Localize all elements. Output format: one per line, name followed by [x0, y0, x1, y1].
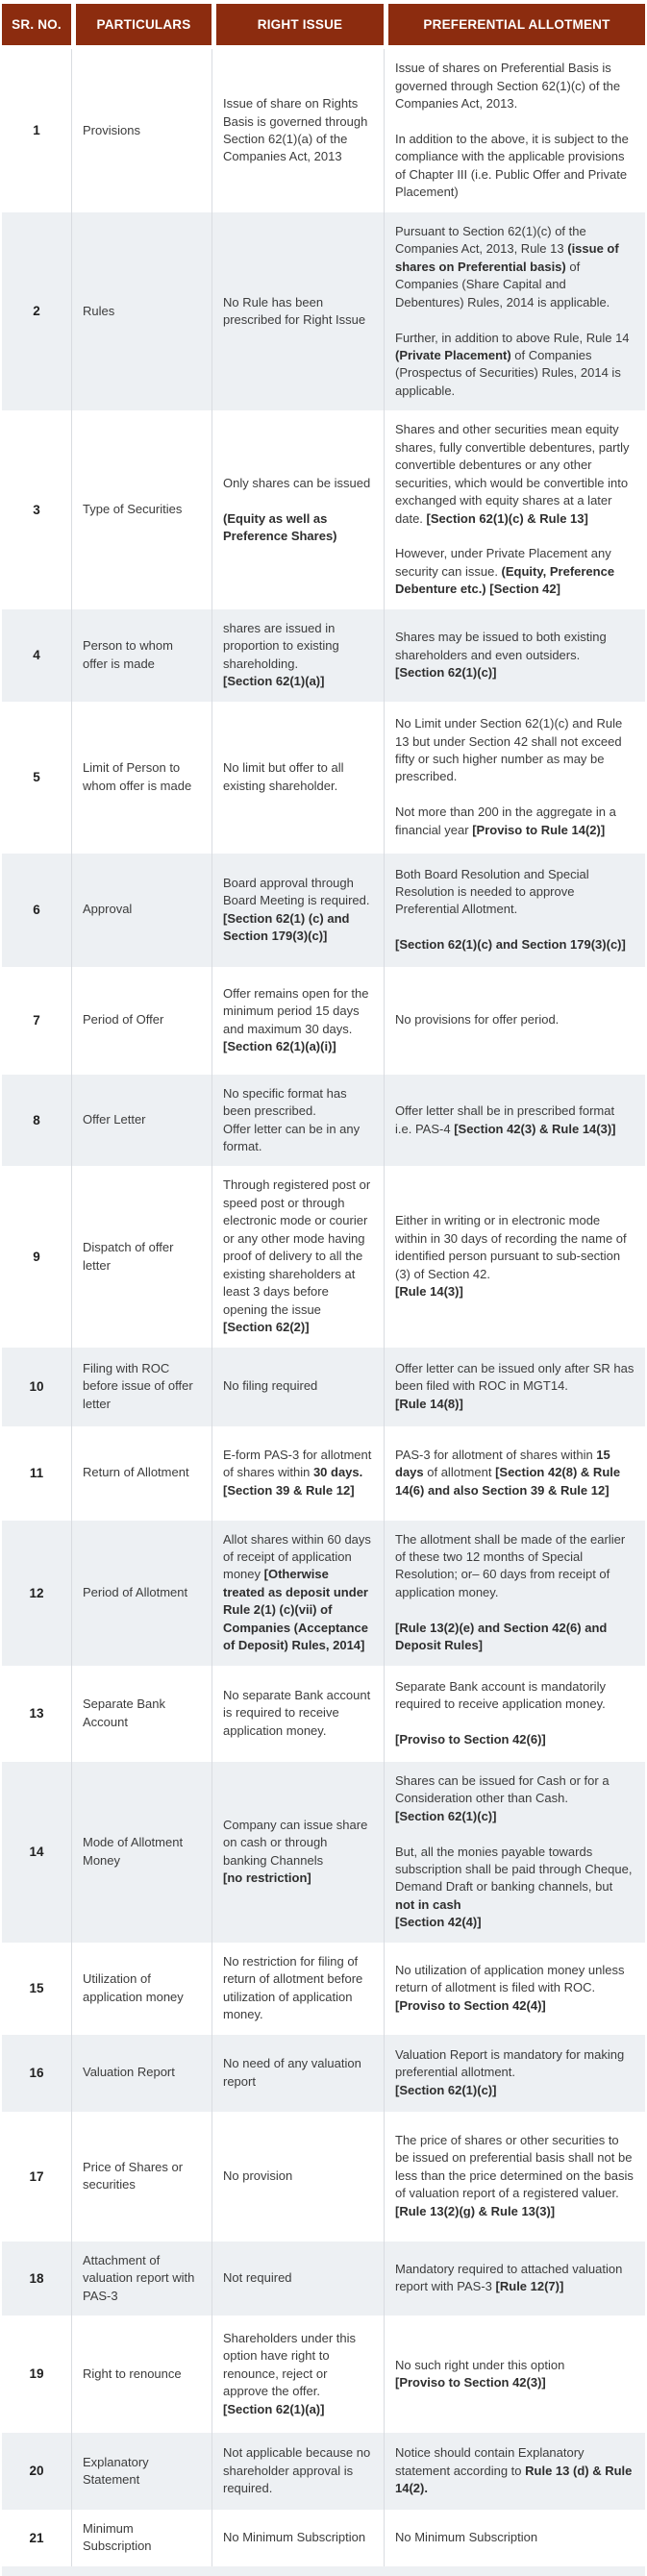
- cell-sr-no: 10: [2, 1348, 71, 1426]
- header-row: [2, 4, 645, 49]
- cell-right-issue: shares are issued in proportion to existing shareholding. [Section 62(1)(a)]: [212, 609, 384, 702]
- cell-sr-no: 1: [33, 123, 40, 138]
- right-issue-vs-preferential-allotment-table: [2, 4, 645, 2566]
- cell-preferential-allotment: No Minimum Subscription: [384, 2510, 645, 2566]
- table-row: [2, 702, 645, 854]
- cell-right-issue: Board approval through Board Meeting is required. [Section 62(1) (c) and Section 179(3)(c)]: [212, 854, 384, 967]
- cell-sr-no: 12: [2, 1521, 71, 1666]
- cell-sr-no: 19: [29, 2366, 44, 2382]
- cell-particulars: Provisions: [71, 49, 212, 212]
- table-row: [2, 2112, 645, 2242]
- table-row: [2, 854, 645, 967]
- cell-preferential-allotment: Pursuant to Section 62(1)(c) of the Companies Act, 2013, Rule 13 (issue of shares on Preferential basis) of Companies (Share Capital and Debentures) Rules, 2014 is applicable. Further, in addition to above Rule, Rule 14 (Private Placement) of Companies (Prospectus of Securities) Rules, 2014 is applicable.: [384, 212, 645, 411]
- cell-preferential-allotment: The price of shares or other securities to be issued on preferential basis shall not be less than the price determined on the basis of valuation report of a registered valuer. [Rule 13(2)(g) & Rule 13(3)]: [384, 2112, 645, 2242]
- cell-sr-no: 8: [2, 1075, 71, 1167]
- cell-particulars: Separate Bank Account: [71, 1666, 212, 1762]
- cell-right-issue: No Rule has been prescribed for Right Issue: [212, 212, 384, 411]
- cell-preferential-allotment: Offer letter shall be in prescribed format i.e. PAS-4 [Section 42(3) & Rule 14(3)]: [384, 1075, 645, 1167]
- cell-sr-no: 14: [2, 1762, 71, 1943]
- cell-particulars: Explanatory Statement: [71, 2433, 212, 2510]
- table-row: [2, 2035, 645, 2112]
- cell-right-issue: Issue of share on Rights Basis is governed through Section 62(1)(a) of the Companies Act, 2013: [212, 49, 384, 212]
- table-row: [2, 1762, 645, 1943]
- cell-preferential-allotment: Offer letter can be issued only after SR has been filed with ROC in MGT14. [Rule 14(8)]: [384, 1348, 645, 1426]
- cell-particulars: Type of Securities: [71, 410, 212, 609]
- cell-preferential-allotment: No utilization of application money unless return of allotment is filed with ROC. [Proviso to Section 42(4)]: [384, 1943, 645, 2035]
- cell-particulars: Dispatch of offer letter: [71, 1166, 212, 1347]
- cell-sr-no: 2: [2, 212, 71, 411]
- cell-preferential-allotment: Notice should contain Explanatory statement according to Rule 13 (d) & Rule 14(2).: [384, 2433, 645, 2510]
- cell-preferential-allotment: No Limit under Section 62(1)(c) and Rule 13 but under Section 42 shall not exceed fifty or such higher number as may be prescribed. Not more than 200 in the aggregate in a financial year [Proviso to Rule 14(2)]: [384, 702, 645, 854]
- cell-right-issue: No restriction for filing of return of allotment before utilization of application money.: [212, 1943, 384, 2035]
- column-header-preferential-allotment: PREFERENTIAL ALLOTMENT: [384, 4, 645, 49]
- cell-right-issue: No need of any valuation report: [212, 2035, 384, 2112]
- table-row: [2, 1426, 645, 1521]
- cell-sr-no: 16: [2, 2035, 71, 2112]
- cell-right-issue: Company can issue share on cash or through banking Channels [no restriction]: [212, 1762, 384, 1943]
- cell-right-issue: Offer remains open for the minimum period 15 days and maximum 30 days. [Section 62(1)(a)(i)]: [212, 967, 384, 1075]
- table-row: [2, 2242, 645, 2316]
- table-row: [2, 609, 645, 702]
- table-body: [2, 49, 645, 2566]
- cell-right-issue: No filing required: [212, 1348, 384, 1426]
- cell-preferential-allotment: Mandatory required to attached valuation report with PAS-3 [Rule 12(7)]: [384, 2242, 645, 2316]
- table-row: [2, 1943, 645, 2035]
- cell-particulars: Price of Shares or securities: [71, 2112, 212, 2242]
- cell-preferential-allotment: The allotment shall be made of the earlier of these two 12 months of Special Resolution; or– 60 days from receipt of application money. [Rule 13(2)(e) and Section 42(6) and Deposit Rules]: [384, 1521, 645, 1666]
- cell-particulars: Filing with ROC before issue of offer letter: [71, 1348, 212, 1426]
- cell-preferential-allotment: Valuation Report is mandatory for making preferential allotment. [Section 62(1)(c)]: [384, 2035, 645, 2112]
- cell-preferential-allotment: No provisions for offer period.: [384, 967, 645, 1075]
- cell-right-issue: Only shares can be issued (Equity as well as Preference Shares): [212, 410, 384, 609]
- cell-sr-no: 7: [33, 1013, 40, 1028]
- cell-preferential-allotment: Shares may be issued to both existing shareholders and even outsiders. [Section 62(1)(c)]: [384, 609, 645, 702]
- cell-right-issue: E-form PAS-3 for allotment of shares within 30 days. [Section 39 & Rule 12]: [212, 1426, 384, 1521]
- table-row: [2, 1666, 645, 1762]
- table-row: [2, 2510, 645, 2566]
- cell-particulars: Right to renounce: [71, 2316, 212, 2433]
- cell-preferential-allotment: Shares can be issued for Cash or for a Consideration other than Cash. [Section 62(1)(c)] But, all the monies payable towards subscription shall be paid through Cheque, Demand Draft or banking channels, but not in cash [Section 42(4)]: [384, 1762, 645, 1943]
- cell-right-issue: No provision: [212, 2112, 384, 2242]
- cell-particulars: Mode of Allotment Money: [71, 1762, 212, 1943]
- cell-particulars: Minimum Subscription: [71, 2510, 212, 2566]
- cell-preferential-allotment: Both Board Resolution and Special Resolution is needed to approve Preferential Allotment. [Section 62(1)(c) and Section 179(3)(c)]: [384, 854, 645, 967]
- cell-sr-no: 11: [29, 1465, 44, 1480]
- cell-sr-no: 13: [29, 1706, 44, 1721]
- cell-right-issue: Allot shares within 60 days of receipt of application money [Otherwise treated as deposit under Rule 2(1) (c)(vii) of Companies (Acceptance of Deposit) Rules, 2014]: [212, 1521, 384, 1666]
- table-row: [2, 212, 645, 411]
- cell-sr-no: 15: [29, 1981, 44, 1996]
- table-row: [2, 1521, 645, 1666]
- cell-right-issue: No specific format has been prescribed. Offer letter can be in any format.: [212, 1075, 384, 1167]
- cell-sr-no: 3: [33, 503, 40, 517]
- cell-particulars: Attachment of valuation report with PAS-3: [71, 2242, 212, 2316]
- cell-right-issue: Not applicable because no shareholder approval is required.: [212, 2433, 384, 2510]
- cell-sr-no: 18: [2, 2242, 71, 2316]
- cell-sr-no: 5: [33, 770, 40, 785]
- cell-particulars: Limit of Person to whom offer is made: [71, 702, 212, 854]
- cell-right-issue: No Minimum Subscription: [212, 2510, 384, 2566]
- cell-sr-no: 20: [2, 2433, 71, 2510]
- table-header: [2, 4, 645, 49]
- cut-off-next-row-strip: [2, 2566, 645, 2576]
- cell-particulars: Return of Allotment: [71, 1426, 212, 1521]
- table-row: [2, 1166, 645, 1347]
- cell-preferential-allotment: Separate Bank account is mandatorily required to receive application money. [Proviso to Section 42(6)]: [384, 1666, 645, 1762]
- column-header-right-issue: RIGHT ISSUE: [212, 4, 384, 49]
- table-row: [2, 410, 645, 609]
- cell-particulars: Person to whom offer is made: [71, 609, 212, 702]
- cell-preferential-allotment: PAS-3 for allotment of shares within 15 days of allotment [Section 42(8) & Rule 14(6) and also Section 39 & Rule 12]: [384, 1426, 645, 1521]
- cell-right-issue: Shareholders under this option have right to renounce, reject or approve the offer. [Section 62(1)(a)]: [212, 2316, 384, 2433]
- cell-sr-no: 17: [29, 2168, 44, 2184]
- cell-preferential-allotment: Either in writing or in electronic mode within in 30 days of recording the name of identified person pursuant to sub-section (3) of Section 42. [Rule 14(3)]: [384, 1166, 645, 1347]
- cell-sr-no: 21: [29, 2530, 44, 2545]
- table-row: [2, 2316, 645, 2433]
- cell-particulars: Valuation Report: [71, 2035, 212, 2112]
- cell-preferential-allotment: No such right under this option [Proviso to Section 42(3)]: [384, 2316, 645, 2433]
- cell-sr-no: 4: [2, 609, 71, 702]
- table-row: [2, 49, 645, 212]
- cell-preferential-allotment: Issue of shares on Preferential Basis is governed through Section 62(1)(c) of the Companies Act, 2013. In addition to the above, it is subject to the compliance with the applicable provisions of Chapter III (i.e. Public Offer and Private Placement): [384, 49, 645, 212]
- cell-sr-no: 9: [33, 1249, 40, 1264]
- column-header-particulars: PARTICULARS: [71, 4, 212, 49]
- column-header-sr-no: SR. NO.: [2, 4, 71, 49]
- table-row: [2, 967, 645, 1075]
- cell-sr-no: 6: [2, 854, 71, 967]
- cell-right-issue: No separate Bank account is required to receive application money.: [212, 1666, 384, 1762]
- cell-preferential-allotment: Shares and other securities mean equity shares, fully convertible debentures, partly convertible debentures or any other securities, which would be convertible into exchanged with equity shares at a later date. [Section 62(1)(c) & Rule 13] However, under Private Placement any security can issue. (Equity, Preference Debenture etc.) [Section 42]: [384, 410, 645, 609]
- cell-particulars: Offer Letter: [71, 1075, 212, 1167]
- table-row: [2, 2433, 645, 2510]
- cell-right-issue: Through registered post or speed post or through electronic mode or courier or any other mode having proof of delivery to all the existing shareholders at least 3 days before opening the issue [Section 62(2)]: [212, 1166, 384, 1347]
- cell-right-issue: Not required: [212, 2242, 384, 2316]
- table-row: [2, 1348, 645, 1426]
- cell-particulars: Period of Offer: [71, 967, 212, 1075]
- cell-particulars: Utilization of application money: [71, 1943, 212, 2035]
- cell-particulars: Period of Allotment: [71, 1521, 212, 1666]
- table-row: [2, 1075, 645, 1167]
- cell-right-issue: No limit but offer to all existing shareholder.: [212, 702, 384, 854]
- cell-particulars: Approval: [71, 854, 212, 967]
- cell-particulars: Rules: [71, 212, 212, 411]
